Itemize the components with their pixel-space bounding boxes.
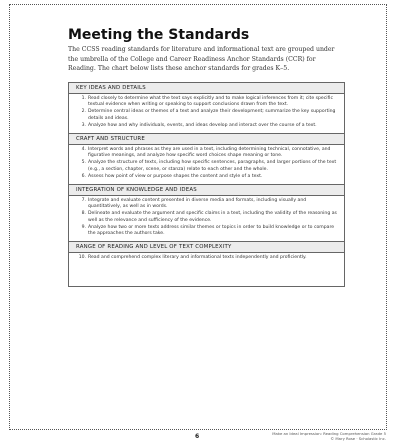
standard-text: Interpret words and phrases as they are used in a text, including determining technical, connotative, and figurative meanings, and analyze how specific word choices shape meaning or tone. (88, 147, 331, 159)
standard-text: Analyze how two or more texts address similar themes or topics in order to build knowledge or to compare the approaches the authors take. (88, 224, 335, 237)
standard-item (78, 123, 338, 129)
standard-item (78, 211, 338, 223)
standard-text: Analyze the structure of texts, including how specific sentences, paragraphs, and larger portions of the text (e.g., a section, chapter, scene, or stanza) relate to each other and the whole. (88, 160, 337, 172)
section-items (69, 94, 344, 134)
standard-text: Read and comprehend complex literary and informational texts independently and proficiently. (88, 255, 307, 261)
standard-text: Integrate and evaluate content presented in diverse media and formats, including visually and quantitatively, as well as in words. (88, 198, 307, 210)
standard-number: 3. (81, 122, 86, 128)
standard-item (78, 255, 338, 261)
section-items (69, 196, 344, 242)
section-range-complexity (69, 242, 344, 265)
standard-number: 4. (81, 147, 86, 153)
standard-number: 5. (81, 160, 86, 166)
standard-text: Analyze how and why individuals, events, and ideas develop and interact over the course of a text. (88, 122, 317, 128)
section-items (69, 253, 344, 265)
standard-number: 10. (78, 255, 86, 261)
credit-title: Make an Ideal Impression: Reading Comprehension Grade 5 (272, 431, 386, 436)
standard-text: Read closely to determine what the text says explicitly and to make logical inferences from it; cite specific textual evidence when writing or speaking to support conclusions drawn from the text. (88, 96, 333, 108)
credit-copyright: © Mary Rose · Scholastic Inc. (330, 436, 386, 441)
section-header: RANGE OF READING AND LEVEL OF TEXT COMPLEXITY (69, 242, 344, 253)
section-integration (69, 185, 344, 242)
page-title: Meeting the Standards (68, 27, 250, 43)
standard-number: 2. (81, 109, 86, 115)
section-craft-structure (69, 134, 344, 185)
standard-number: 6. (81, 173, 86, 179)
standard-text: Determine central ideas or themes of a text and analyze their development; summarize the key supporting details and ideas. (88, 109, 336, 121)
standard-number: 9. (81, 224, 86, 230)
section-key-ideas (69, 83, 344, 134)
section-header: KEY IDEAS AND DETAILS (69, 83, 344, 94)
standard-text: Assess how point of view or purpose shapes the content and style of a text. (88, 173, 263, 179)
standard-text: Delineate and evaluate the argument and specific claims in a text, including the validity of the reasoning as well as the relevance and sufficiency of the evidence. (88, 211, 337, 223)
standard-number: 1. (81, 96, 86, 101)
standard-item (78, 174, 338, 180)
standard-item (78, 109, 338, 121)
standard-number: 8. (81, 211, 86, 217)
section-header: INTEGRATION OF KNOWLEDGE AND IDEAS (69, 185, 344, 196)
credit-line (272, 431, 386, 441)
section-header: CRAFT AND STRUCTURE (69, 134, 344, 145)
standard-item (78, 225, 338, 237)
standards-chart (68, 82, 345, 287)
standard-item (78, 198, 338, 210)
intro-paragraph: The CCSS reading standards for literature and informational text are grouped under the umbrella of the College and Career Readiness Anchor Standards (CCR) for Reading. The chart below lists these anchor standards for grades K–5. (68, 46, 335, 73)
standard-number: 7. (81, 198, 86, 204)
standard-item (78, 147, 338, 159)
page-number: 6 (195, 433, 200, 440)
section-items (69, 145, 344, 185)
standard-item (78, 96, 338, 108)
standard-item (78, 160, 338, 172)
